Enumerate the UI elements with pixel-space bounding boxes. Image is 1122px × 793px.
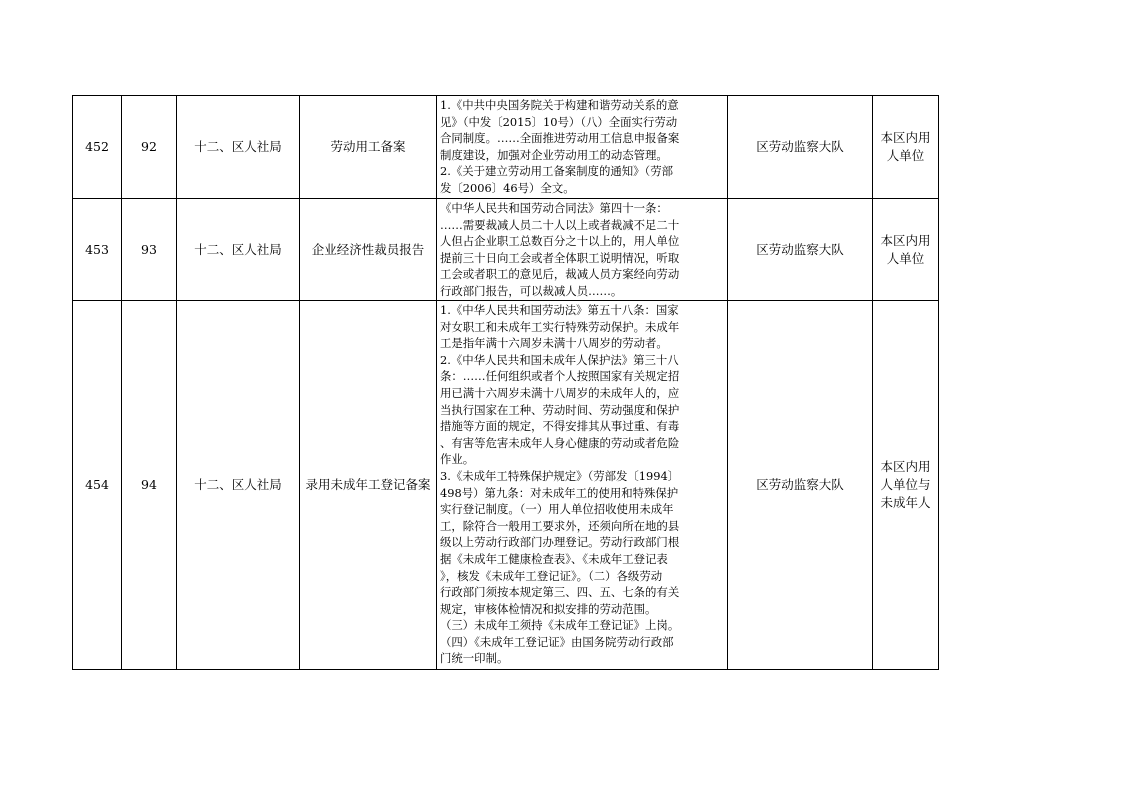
basis-line: 》，核发《未成年工登记证》。（二）各级劳动 bbox=[440, 568, 663, 583]
department-cell: 十二、区人社局 bbox=[177, 199, 300, 301]
table-row bbox=[73, 199, 939, 301]
basis-line: 实行登记制度。（一）用人单位招收使用未成年 bbox=[440, 502, 674, 517]
basis-line: 498号）第九条：对未成年工的使用和特殊保护 bbox=[440, 485, 679, 500]
basis-line: 行政部门报告，可以裁减人员……。 bbox=[440, 283, 623, 298]
table-row bbox=[73, 301, 939, 670]
serial-cell: 453 bbox=[73, 199, 122, 301]
basis-line: 发〔2006〕46号）全文。 bbox=[440, 180, 575, 195]
item-name-cell: 企业经济性裁员报告 bbox=[300, 199, 437, 301]
scope-line: 未成年人 bbox=[880, 495, 931, 510]
scope-line: 人单位 bbox=[886, 250, 925, 266]
legal-basis-cell bbox=[437, 199, 728, 301]
basis-line: 3.《未成年工特殊保护规定》（劳部发〔1994〕 bbox=[440, 468, 680, 483]
serial-cell: 454 bbox=[73, 301, 122, 670]
basis-line: 提前三十日向工会或者全体职工说明情况，听取 bbox=[440, 250, 680, 265]
executor-cell: 区劳动监察大队 bbox=[728, 199, 873, 301]
basis-line: 对女职工和未成年工实行特殊劳动保护。未成年 bbox=[440, 319, 680, 334]
legal-basis-cell bbox=[437, 96, 728, 199]
basis-line: 用已满十六周岁未满十八周岁的未成年人的，应 bbox=[440, 385, 680, 400]
item-name-cell: 录用未成年工登记备案 bbox=[300, 301, 437, 670]
serial-cell: 452 bbox=[73, 96, 122, 199]
item-name-cell: 劳动用工备案 bbox=[300, 96, 437, 199]
basis-line: 据《未成年工健康检查表》、《未成年工登记表 bbox=[440, 551, 668, 566]
basis-line: 制度建设，加强对企业劳动用工的动态管理。 bbox=[440, 147, 668, 162]
scope-line: 本区内用 bbox=[880, 130, 931, 145]
item-number-cell: 94 bbox=[122, 301, 177, 670]
basis-line: 1.《中华人民共和国劳动法》第五十八条：国家 bbox=[440, 303, 679, 317]
basis-line: 门统一印制。 bbox=[440, 651, 509, 666]
basis-line: 条：……任何组织或者个人按照国家有关规定招 bbox=[440, 369, 680, 384]
scope-line: 人单位 bbox=[886, 148, 925, 163]
scope-line: 本区内用 bbox=[880, 459, 931, 474]
table-row bbox=[73, 96, 939, 199]
basis-line: 人但占企业职工总数百分之十以上的，用人单位 bbox=[440, 234, 680, 249]
executor-cell: 区劳动监察大队 bbox=[728, 301, 873, 670]
legal-basis-cell bbox=[437, 301, 728, 670]
scope-cell bbox=[873, 199, 939, 301]
basis-line: 合同制度。……全面推进劳动用工信息申报备案 bbox=[440, 131, 680, 146]
basis-line: 级以上劳动行政部门办理登记。劳动行政部门根 bbox=[440, 535, 680, 550]
scope-cell bbox=[873, 96, 939, 199]
scope-cell bbox=[873, 301, 939, 670]
department-cell: 十二、区人社局 bbox=[177, 96, 300, 199]
basis-line: 1.《中共中央国务院关于构建和谐劳动关系的意 bbox=[440, 98, 679, 112]
item-number-cell: 93 bbox=[122, 199, 177, 301]
basis-line: （四）《未成年工登记证》由国务院劳动行政部 bbox=[440, 634, 674, 649]
scope-line: 人单位与 bbox=[880, 477, 931, 492]
basis-line: ……需要裁减人员二十人以上或者裁减不足二十 bbox=[440, 217, 680, 232]
basis-line: 《中华人民共和国劳动合同法》第四十一条： bbox=[440, 201, 668, 215]
basis-line: 规定，审核体检情况和拟安排的劳动范围。 bbox=[440, 601, 657, 616]
basis-line: 工，除符合一般用工要求外，还须向所在地的县 bbox=[440, 518, 680, 533]
basis-line: 、有害等危害未成年人身心健康的劳动或者危险 bbox=[440, 435, 680, 450]
department-cell: 十二、区人社局 bbox=[177, 301, 300, 670]
basis-line: 工会或者职工的意见后，裁减人员方案经向劳动 bbox=[440, 267, 680, 282]
basis-line: 见》（中发〔2015〕10号）（八）全面实行劳动 bbox=[440, 114, 678, 129]
basis-line: 当执行国家在工种、劳动时间、劳动强度和保护 bbox=[440, 402, 680, 417]
basis-line: 作业。 bbox=[440, 452, 475, 467]
basis-line: 工是指年满十六周岁未满十八周岁的劳动者。 bbox=[440, 336, 668, 351]
basis-line: 措施等方面的规定，不得安排其从事过重、有毒 bbox=[440, 419, 680, 434]
basis-line: 2.《中华人民共和国未成年人保护法》第三十八 bbox=[440, 352, 679, 367]
basis-line: 2.《关于建立劳动用工备案制度的通知》（劳部 bbox=[440, 164, 673, 179]
executor-cell: 区劳动监察大队 bbox=[728, 96, 873, 199]
basis-line: 行政部门须按本规定第三、四、五、七条的有关 bbox=[440, 585, 680, 600]
item-number-cell: 92 bbox=[122, 96, 177, 199]
records-table bbox=[72, 95, 939, 670]
basis-line: （三）未成年工须持《未成年工登记证》上岗。 bbox=[440, 618, 680, 633]
scope-line: 本区内用 bbox=[880, 232, 931, 248]
